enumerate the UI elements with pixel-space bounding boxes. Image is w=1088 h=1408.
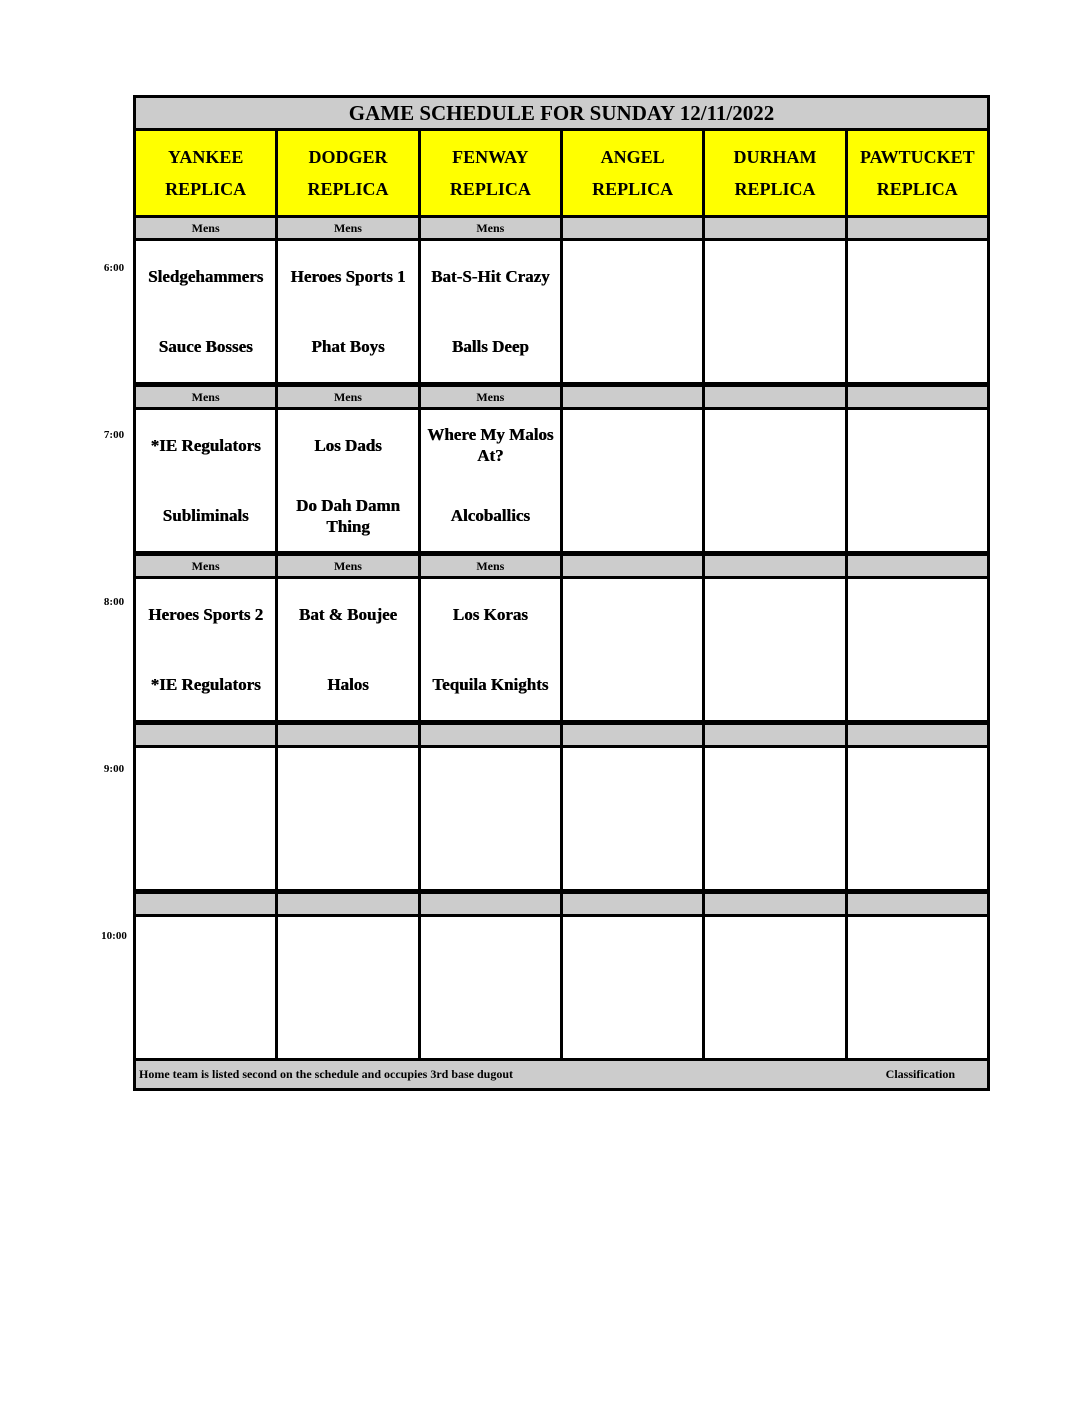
- visiting-team: [421, 917, 560, 988]
- game-cell: [278, 579, 417, 725]
- classification-cell: [848, 556, 987, 579]
- field-subtitle: REPLICA: [734, 179, 816, 199]
- field-subtitle: REPLICA: [307, 179, 389, 199]
- game-cell: [136, 748, 275, 894]
- footer-note: Home team is listed second on the schedule and occupies 3rd base dugout: [139, 1067, 514, 1081]
- field-name: ANGEL: [600, 147, 665, 167]
- visiting-team: [563, 579, 702, 650]
- field-header: [705, 131, 844, 218]
- visiting-team: Where My Malos At?: [427, 425, 554, 466]
- field-column-pawtucket: [848, 131, 987, 1061]
- visiting-team: [563, 410, 702, 481]
- home-team: Tequila Knights: [432, 675, 549, 695]
- visiting-team: [705, 579, 844, 650]
- visiting-team: [563, 748, 702, 819]
- classification-cell: [848, 725, 987, 748]
- home-team: [421, 988, 560, 1059]
- home-team: [705, 988, 844, 1059]
- classification-cell: [705, 387, 844, 410]
- home-team: Alcoballics: [450, 506, 530, 526]
- visiting-team: Bat-S-Hit Crazy: [431, 266, 550, 286]
- home-team: [848, 312, 987, 383]
- classification-cell: [421, 725, 560, 748]
- home-team: [563, 650, 702, 721]
- home-team: [705, 312, 844, 383]
- classification-cell: [705, 725, 844, 748]
- field-header: [563, 131, 702, 218]
- classification-cell: [136, 894, 275, 917]
- classification-cell: [563, 556, 702, 579]
- game-cell: [563, 917, 702, 1061]
- classification-cell: [848, 894, 987, 917]
- time-label: 7:00: [103, 429, 125, 441]
- field-subtitle: REPLICA: [165, 179, 247, 199]
- game-cell: [136, 410, 275, 556]
- visiting-team: *IE Regulators: [150, 435, 261, 455]
- visiting-team: [705, 241, 844, 312]
- classification-cell: [563, 894, 702, 917]
- home-team: [563, 819, 702, 890]
- classification-cell: Mens: [278, 387, 417, 410]
- game-cell: [278, 917, 417, 1061]
- visiting-team: [705, 748, 844, 819]
- game-cell: [848, 410, 987, 556]
- field-name: PAWTUCKET: [859, 147, 975, 167]
- home-team: [848, 481, 987, 552]
- visiting-team: [563, 917, 702, 988]
- field-column-durham: [705, 131, 847, 1061]
- visiting-team: Bat & Boujee: [298, 604, 398, 624]
- classification-cell: Mens: [136, 556, 275, 579]
- visiting-team: [563, 241, 702, 312]
- visiting-team: [278, 748, 417, 819]
- visiting-team: Los Koras: [452, 604, 528, 624]
- game-cell: [278, 748, 417, 894]
- home-team: Halos: [327, 675, 369, 695]
- home-team: Do Dah Damn Thing: [296, 495, 400, 536]
- field-subtitle: REPLICA: [876, 179, 958, 199]
- visiting-team: [421, 748, 560, 819]
- classification-cell: [563, 218, 702, 241]
- visiting-team: [705, 917, 844, 988]
- game-cell: [421, 579, 560, 725]
- classification-cell: [278, 725, 417, 748]
- game-cell: [705, 748, 844, 894]
- game-cell: [278, 410, 417, 556]
- visiting-team: [136, 748, 275, 819]
- home-team: [136, 819, 275, 890]
- field-header: [421, 131, 560, 218]
- home-team: [848, 988, 987, 1059]
- game-cell: [421, 241, 560, 387]
- field-name: DURHAM: [733, 147, 817, 167]
- home-team: [563, 481, 702, 552]
- home-team: [278, 819, 417, 890]
- home-team: [705, 819, 844, 890]
- classification-cell: [563, 387, 702, 410]
- schedule-title: GAME SCHEDULE FOR SUNDAY 12/11/2022: [136, 98, 987, 131]
- home-team: [705, 650, 844, 721]
- classification-cell: Mens: [136, 218, 275, 241]
- classification-cell: Mens: [421, 387, 560, 410]
- footer-classification: Classification: [885, 1067, 955, 1081]
- home-team: [848, 819, 987, 890]
- field-header: [136, 131, 275, 218]
- field-name: FENWAY: [452, 147, 529, 167]
- time-label: 10:00: [101, 930, 127, 942]
- home-team: [563, 988, 702, 1059]
- game-cell: [278, 241, 417, 387]
- classification-cell: Mens: [136, 387, 275, 410]
- field-header: [848, 131, 987, 218]
- field-subtitle: REPLICA: [449, 179, 531, 199]
- field-column-yankee: [136, 131, 278, 1061]
- game-cell: [848, 579, 987, 725]
- visiting-team: Heroes Sports 1: [290, 266, 406, 286]
- game-cell: [563, 410, 702, 556]
- home-team: [705, 481, 844, 552]
- home-team: [563, 312, 702, 383]
- classification-cell: [421, 894, 560, 917]
- classification-cell: Mens: [278, 218, 417, 241]
- game-cell: [848, 748, 987, 894]
- visiting-team: [848, 579, 987, 650]
- classification-cell: [848, 387, 987, 410]
- game-cell: [848, 241, 987, 387]
- game-cell: [136, 917, 275, 1061]
- field-header: [278, 131, 417, 218]
- home-team: Subliminals: [162, 506, 249, 526]
- schedule-table: [133, 95, 990, 1091]
- game-cell: [136, 579, 275, 725]
- game-cell: [705, 579, 844, 725]
- field-column-fenway: [421, 131, 563, 1061]
- visiting-team: [848, 917, 987, 988]
- visiting-team: [848, 410, 987, 481]
- game-cell: [705, 241, 844, 387]
- field-subtitle: REPLICA: [592, 179, 674, 199]
- home-team: Phat Boys: [311, 337, 385, 357]
- visiting-team: Sledgehammers: [148, 266, 264, 286]
- visiting-team: [705, 410, 844, 481]
- visiting-team: Heroes Sports 2: [148, 604, 264, 624]
- visiting-team: [848, 748, 987, 819]
- time-label: 9:00: [103, 763, 125, 775]
- game-cell: [848, 917, 987, 1061]
- field-column-angel: [563, 131, 705, 1061]
- visiting-team: [278, 917, 417, 988]
- field-name: YANKEE: [167, 147, 244, 167]
- footer-bar: [136, 1061, 987, 1088]
- home-team: [136, 988, 275, 1059]
- field-column-dodger: [278, 131, 420, 1061]
- game-cell: [563, 241, 702, 387]
- classification-cell: [705, 894, 844, 917]
- game-cell: [421, 748, 560, 894]
- classification-cell: [278, 894, 417, 917]
- classification-cell: Mens: [421, 218, 560, 241]
- home-team: [421, 819, 560, 890]
- schedule-grid: [136, 131, 987, 1061]
- classification-cell: [705, 556, 844, 579]
- home-team: *IE Regulators: [150, 675, 261, 695]
- game-cell: [421, 917, 560, 1061]
- game-cell: [705, 410, 844, 556]
- home-team: Balls Deep: [451, 337, 529, 357]
- classification-cell: [705, 218, 844, 241]
- home-team: [278, 988, 417, 1059]
- home-team: [848, 650, 987, 721]
- game-cell: [563, 579, 702, 725]
- time-label: 8:00: [103, 596, 125, 608]
- classification-cell: [136, 725, 275, 748]
- classification-cell: Mens: [278, 556, 417, 579]
- visiting-team: [848, 241, 987, 312]
- time-label: 6:00: [103, 262, 125, 274]
- classification-cell: Mens: [421, 556, 560, 579]
- field-name: DODGER: [308, 147, 388, 167]
- game-cell: [705, 917, 844, 1061]
- classification-cell: [848, 218, 987, 241]
- classification-cell: [563, 725, 702, 748]
- game-cell: [136, 241, 275, 387]
- game-cell: [563, 748, 702, 894]
- visiting-team: Los Dads: [314, 435, 382, 455]
- visiting-team: [136, 917, 275, 988]
- game-cell: [421, 410, 560, 556]
- home-team: Sauce Bosses: [158, 337, 253, 357]
